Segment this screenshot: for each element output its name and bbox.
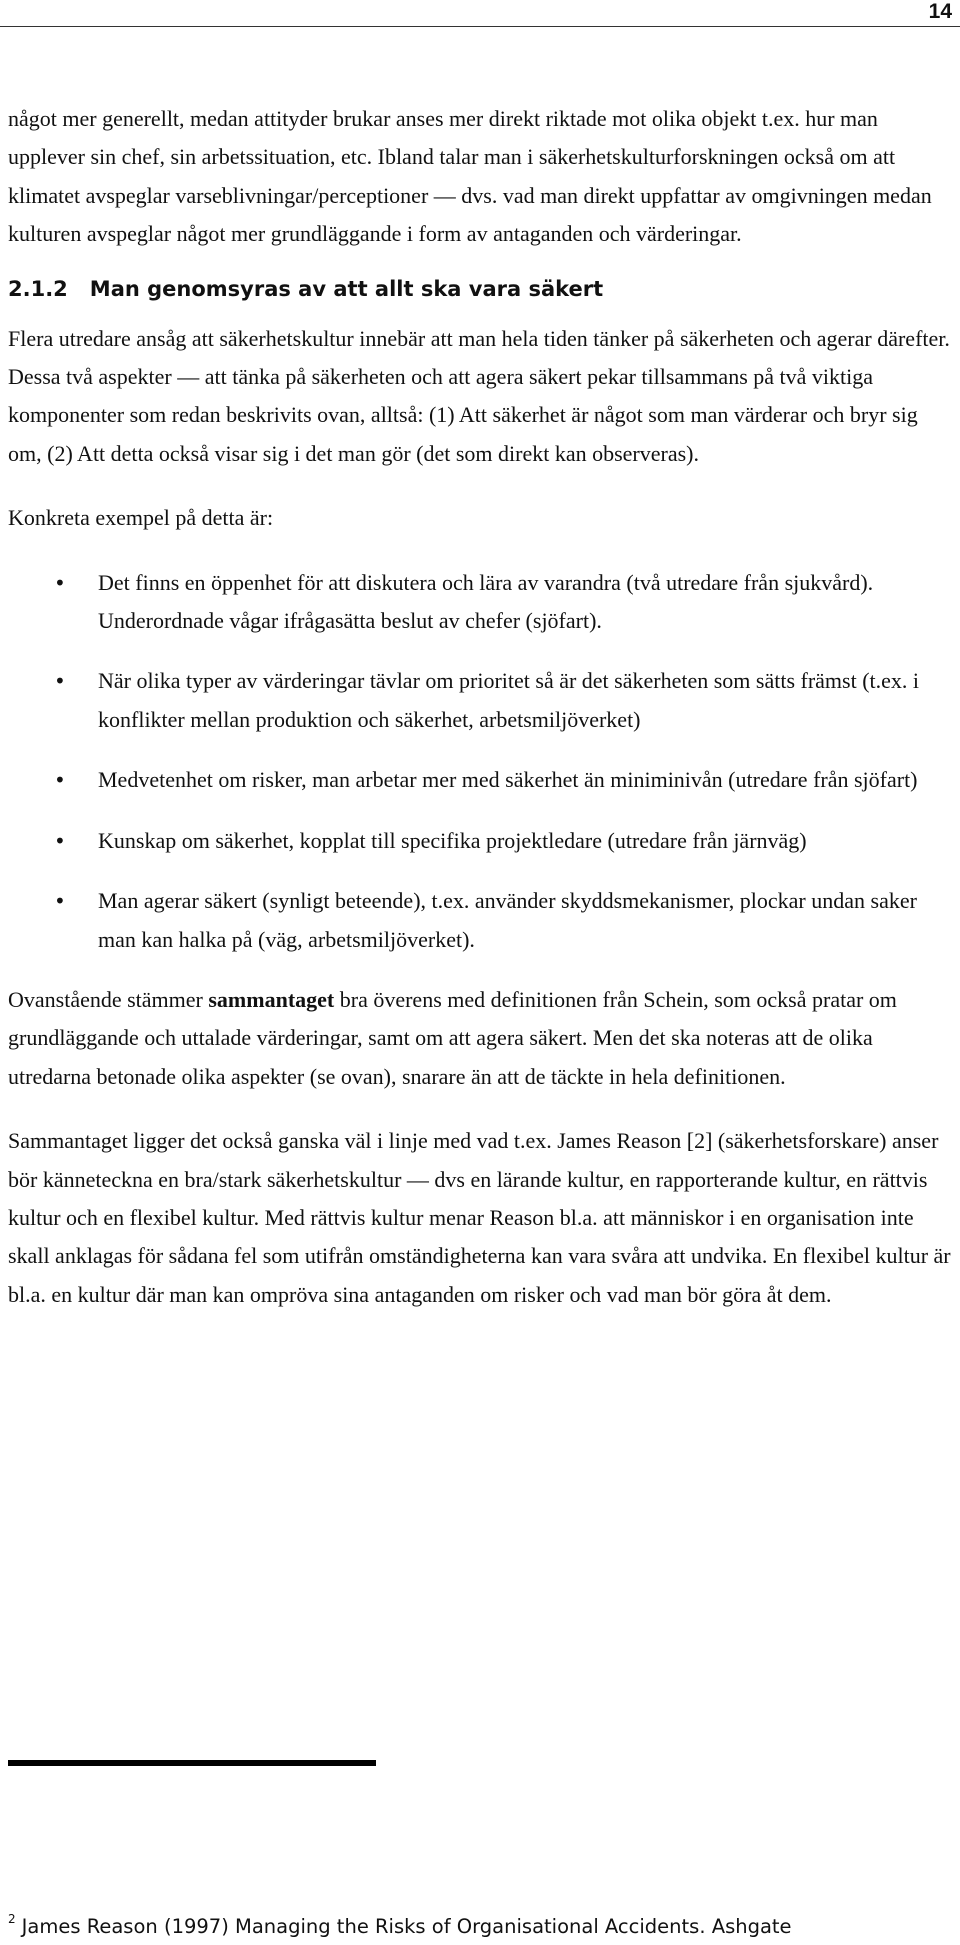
list-item: • Kunskap om säkerhet, kopplat till specifika projektledare (utredare från järnväg) <box>8 822 952 860</box>
paragraph-1: Flera utredare ansåg att säkerhetskultur innebär att man hela tiden tänker på säkerheten och agerar därefter. Dessa två aspekter — att tänka på säkerheten och att agera säkert pekar tillsammans på två viktiga komponenter som redan beskrivits ovan, alltså: (1) Att säkerhet är något som man värderar och bryr sig om, (2) Att detta också visar sig i det man gör (det som direkt kan observeras). <box>8 325 950 466</box>
list-item: • När olika typer av värderingar tävlar om prioritet så är det säkerheten som sätts främst (t.ex. i konflikter mellan produktion och säkerhet, arbetsmiljöverket) <box>8 662 952 739</box>
paragraph-4: Sammantaget ligger det också ganska väl i linje med vad t.ex. James Reason [2] (säkerhetsforskare) anser bör känneteckna en bra/stark säkerhetskultur — dvs en lärande kultur, en rapporterande kultur, en rättvis kultur och en flexibel kultur. Med rättvis kultur menar Reason bl.a. att människor i en organisation inte skall anklagas för sådana fel som utifrån omständigheterna kan vara svåra att undvika. En flexibel kultur är bl.a. en kultur där man kan ompröva sina antaganden om risker och vad man bör göra åt dem. <box>8 1128 951 1307</box>
example-list <box>8 564 952 959</box>
footnote <box>8 1907 792 1939</box>
paragraph-3 <box>8 981 952 1096</box>
intro-paragraph: något mer generellt, medan attityder brukar anses mer direkt riktade mot olika objekt t.ex. hur man upplever sin chef, sin arbetssituation, etc. Ibland talar man i säkerhetskulturforskningen också om att klimatet avspeglar varseblivningar/perceptioner — dvs. vad man direkt uppfattar av omgivningen medan kulturen avspeglar något mer grundläggande i form av antaganden och värderingar. <box>8 106 932 247</box>
section-heading <box>8 270 952 308</box>
footnote-marker: 2 <box>8 1912 16 1926</box>
paragraph-3-start: Ovanstående stämmer <box>8 986 209 1012</box>
list-item: • Medvetenhet om risker, man arbetar mer med säkerhet än miniminivån (utredare från sjöfart) <box>8 761 952 799</box>
section-title: Man genomsyras av att allt ska vara säkert <box>89 276 604 301</box>
paragraph-2: Konkreta exempel på detta är: <box>8 505 274 531</box>
paragraph-3-rest: bra överens med definitionen från Schein, som också pratar om grundläggande och uttalade värderingar, samt om att agera säkert. Men det ska noteras att de olika utredarna betonade olika aspekter (se ovan), snarare än att de täckte in hela definitionen. <box>8 986 897 1089</box>
page-content <box>8 100 952 1340</box>
list-item: • Det finns en öppenhet för att diskutera och lära av varandra (två utredare från sjukvård). Underordnade vågar ifrågasätta beslut av chefer (sjöfart). <box>8 564 952 641</box>
paragraph-3-bold-term: sammantaget <box>208 986 335 1012</box>
list-item: • Man agerar säkert (synligt beteende), t.ex. använder skyddsmekanismer, plockar undan saker man kan halka på (väg, arbetsmiljöverket). <box>8 882 952 959</box>
header-rule <box>0 26 960 27</box>
footnote-text: James Reason (1997) Managing the Risks of Organisational Accidents. Ashgate <box>21 1915 792 1938</box>
footnote-separator <box>8 1760 376 1766</box>
page-number: 14 <box>928 0 952 23</box>
section-number: 2.1.2 <box>8 276 68 301</box>
